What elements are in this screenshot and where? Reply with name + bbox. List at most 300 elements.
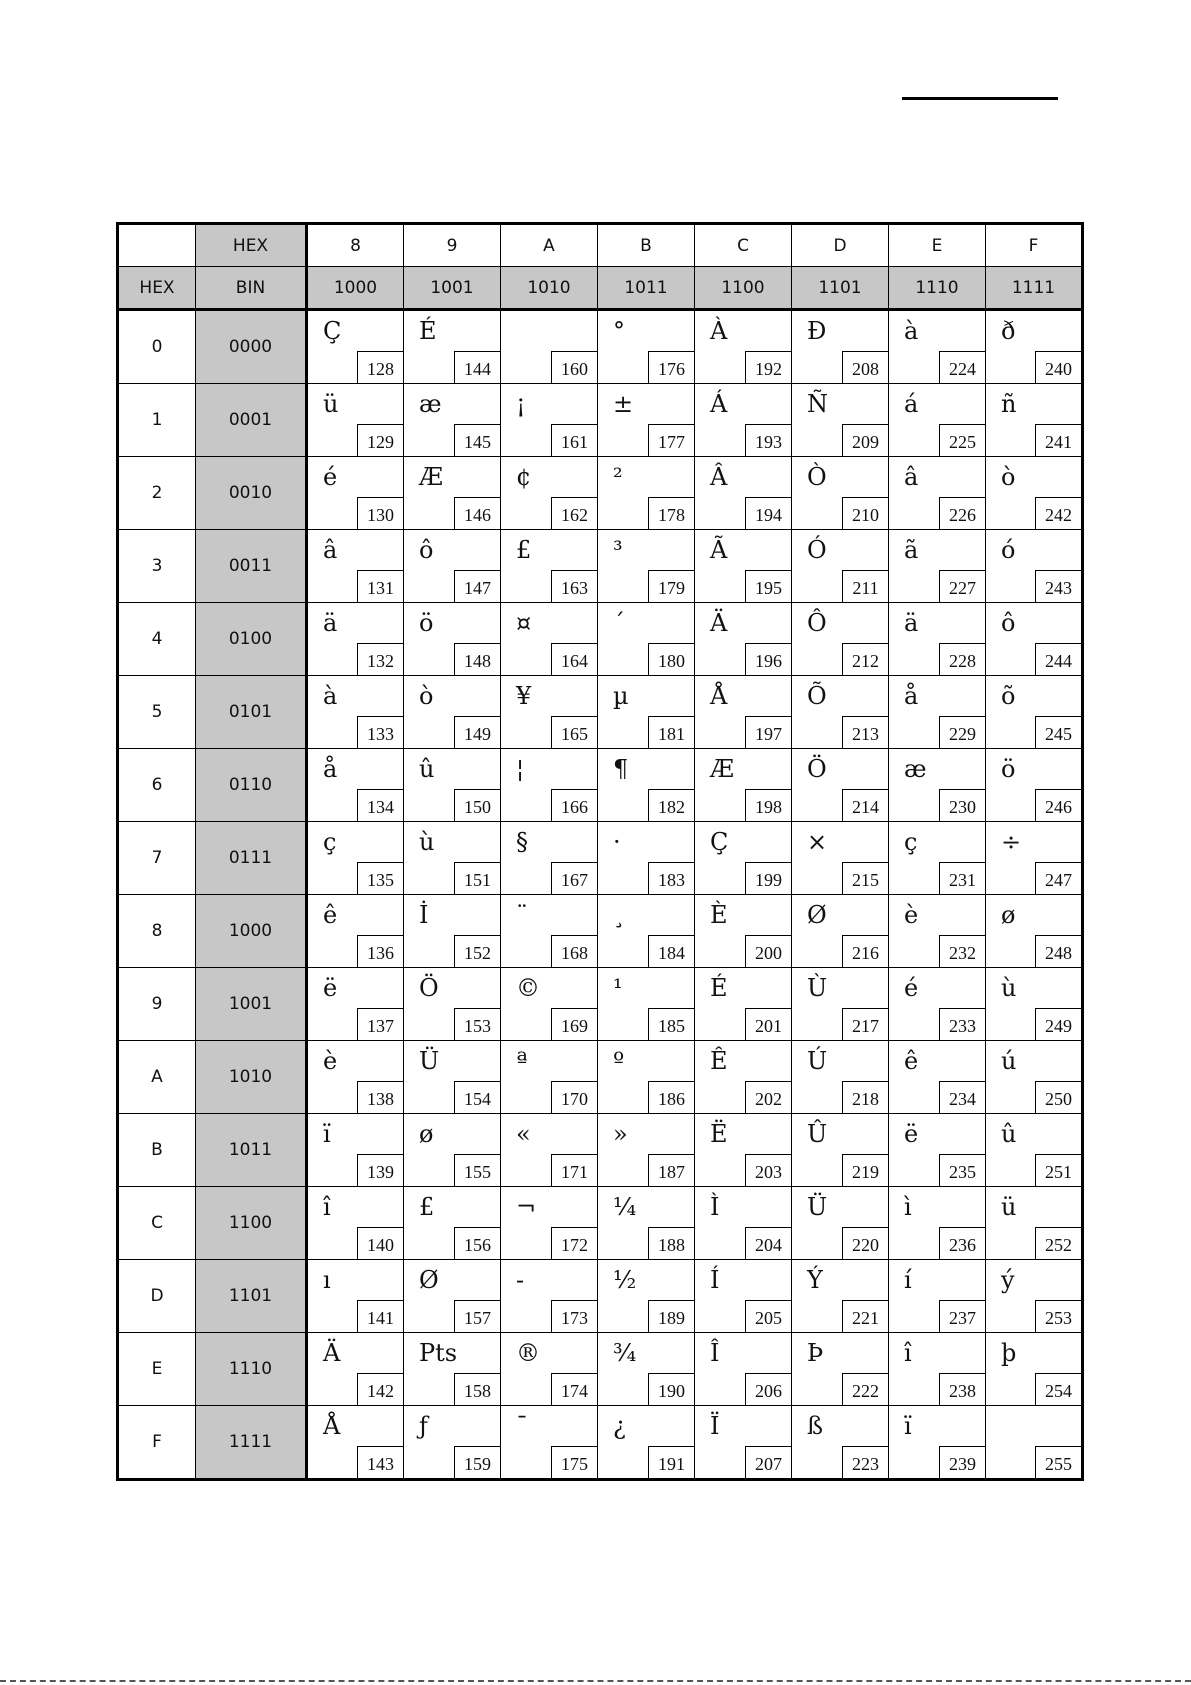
row-hex-label: 0 [118, 310, 196, 384]
character-glyph: é [323, 463, 338, 491]
character-glyph: Ü [807, 1193, 828, 1221]
row-bin-label: 0011 [196, 530, 307, 603]
character-glyph: Ä [710, 609, 728, 637]
character-glyph: ä [323, 609, 338, 637]
character-glyph: ù [1001, 974, 1017, 1002]
row-bin-label: 1111 [196, 1406, 307, 1480]
character-cell [986, 1041, 1083, 1114]
decimal-code: 243 [1035, 570, 1081, 602]
character-cell [598, 1041, 695, 1114]
character-glyph: Ç [710, 828, 729, 856]
character-glyph: Æ [710, 755, 735, 783]
character-glyph: ª [516, 1047, 528, 1075]
table-row [118, 384, 1083, 457]
character-cell [792, 1333, 889, 1406]
decimal-code: 224 [939, 351, 985, 383]
character-cell [404, 968, 501, 1041]
character-glyph: ± [613, 390, 634, 418]
character-glyph: Õ [807, 682, 827, 710]
character-cell [695, 1114, 792, 1187]
character-glyph: ¯ [516, 1412, 528, 1440]
decimal-code: 217 [842, 1008, 888, 1040]
decimal-code: 135 [357, 862, 403, 894]
character-cell [792, 1260, 889, 1333]
character-glyph: ì [904, 1193, 912, 1221]
table-row [118, 749, 1083, 822]
character-cell [695, 530, 792, 603]
character-cell [986, 676, 1083, 749]
character-glyph: Ê [710, 1047, 728, 1075]
character-glyph: å [323, 755, 338, 783]
row-hex-label: 8 [118, 895, 196, 968]
row-hex-label: 7 [118, 822, 196, 895]
character-glyph: â [904, 463, 919, 491]
character-cell [404, 895, 501, 968]
table-row [118, 1406, 1083, 1480]
character-glyph: · [613, 828, 621, 856]
character-glyph: û [419, 755, 435, 783]
table-row [118, 530, 1083, 603]
character-glyph: Ì [710, 1193, 720, 1221]
column-hex-c: C [695, 224, 792, 267]
character-glyph: á [904, 390, 919, 418]
character-glyph: ñ [1001, 390, 1017, 418]
row-hex-label: F [118, 1406, 196, 1480]
decimal-code: 218 [842, 1081, 888, 1113]
decimal-code: 137 [357, 1008, 403, 1040]
character-cell [598, 676, 695, 749]
character-glyph: Ë [710, 1120, 728, 1148]
character-cell [404, 1041, 501, 1114]
column-hex-e: E [889, 224, 986, 267]
decimal-code: 154 [454, 1081, 500, 1113]
character-cell [792, 822, 889, 895]
decimal-code: 188 [648, 1227, 694, 1259]
character-glyph: ¸ [613, 901, 625, 929]
decimal-code: 191 [648, 1446, 694, 1478]
decimal-code: 222 [842, 1373, 888, 1405]
character-glyph: § [516, 828, 528, 856]
row-hex-label: 3 [118, 530, 196, 603]
character-cell [792, 1187, 889, 1260]
decimal-code: 227 [939, 570, 985, 602]
character-cell [598, 749, 695, 822]
decimal-code: 145 [454, 424, 500, 456]
decimal-code: 195 [745, 570, 791, 602]
character-cell [889, 676, 986, 749]
character-glyph: ò [419, 682, 434, 710]
character-cell [889, 968, 986, 1041]
character-glyph: ý [1001, 1266, 1015, 1294]
table-row [118, 457, 1083, 530]
decimal-code: 128 [357, 351, 403, 383]
decimal-code: 229 [939, 716, 985, 748]
character-glyph: Đ [807, 317, 827, 345]
character-glyph: Â [710, 463, 728, 491]
row-hex-label: 4 [118, 603, 196, 676]
character-glyph: ¹ [613, 974, 623, 1002]
character-cell [986, 749, 1083, 822]
character-glyph: ¥ [516, 682, 532, 710]
page-bottom-rule [0, 1680, 1191, 1682]
decimal-code: 133 [357, 716, 403, 748]
corner-cell [118, 224, 196, 267]
character-glyph: ü [1001, 1193, 1017, 1221]
character-cell [889, 530, 986, 603]
character-cell [404, 822, 501, 895]
character-cell [404, 310, 501, 384]
row-hex-label: E [118, 1333, 196, 1406]
character-glyph: ® [516, 1339, 540, 1367]
character-glyph: ¨ [516, 901, 528, 929]
character-cell [501, 1333, 598, 1406]
decimal-code: 149 [454, 716, 500, 748]
character-cell [695, 1333, 792, 1406]
decimal-code: 170 [551, 1081, 597, 1113]
character-glyph: ð [1001, 317, 1016, 345]
table-row [118, 1260, 1083, 1333]
table-row [118, 1041, 1083, 1114]
character-glyph: â [323, 536, 338, 564]
row-bin-label: 1001 [196, 968, 307, 1041]
character-cell [792, 310, 889, 384]
character-cell [307, 895, 404, 968]
decimal-code: 161 [551, 424, 597, 456]
character-cell [986, 1187, 1083, 1260]
character-glyph: Ú [807, 1047, 828, 1075]
character-cell [307, 457, 404, 530]
character-glyph: ¼ [613, 1193, 637, 1221]
character-cell [695, 1187, 792, 1260]
decimal-code: 234 [939, 1081, 985, 1113]
character-glyph: Ù [807, 974, 828, 1002]
character-cell [404, 457, 501, 530]
table-row [118, 822, 1083, 895]
character-glyph: Ä [323, 1339, 341, 1367]
character-cell [598, 1406, 695, 1480]
character-cell [501, 457, 598, 530]
character-cell [986, 384, 1083, 457]
character-cell [695, 603, 792, 676]
decimal-code: 174 [551, 1373, 597, 1405]
hex-row-label-cell: HEX [118, 267, 196, 310]
decimal-code: 219 [842, 1154, 888, 1186]
decimal-code: 198 [745, 789, 791, 821]
character-glyph: É [419, 317, 437, 345]
character-glyph: Ô [807, 609, 827, 637]
character-glyph: ó [1001, 536, 1016, 564]
decimal-code: 241 [1035, 424, 1081, 456]
character-cell [889, 1187, 986, 1260]
decimal-code: 183 [648, 862, 694, 894]
bin-label-cell: BIN [196, 267, 307, 310]
decimal-code: 250 [1035, 1081, 1081, 1113]
table-row [118, 895, 1083, 968]
decimal-code: 189 [648, 1300, 694, 1332]
character-glyph: ã [904, 536, 919, 564]
character-cell [598, 530, 695, 603]
decimal-code: 213 [842, 716, 888, 748]
character-glyph: £ [516, 536, 532, 564]
character-cell [986, 968, 1083, 1041]
decimal-code: 166 [551, 789, 597, 821]
character-cell [404, 676, 501, 749]
table-body [118, 310, 1083, 1480]
decimal-code: 177 [648, 424, 694, 456]
hex-label-cell: HEX [196, 224, 307, 267]
character-cell [792, 457, 889, 530]
decimal-code: 175 [551, 1446, 597, 1478]
table-row [118, 603, 1083, 676]
hex-header-row [118, 224, 1083, 267]
decimal-code: 238 [939, 1373, 985, 1405]
character-cell [307, 676, 404, 749]
decimal-code: 237 [939, 1300, 985, 1332]
character-cell [598, 895, 695, 968]
character-cell [695, 1406, 792, 1480]
decimal-code: 196 [745, 643, 791, 675]
header-rule [902, 97, 1058, 100]
character-glyph: î [323, 1193, 331, 1221]
character-glyph: Å [710, 682, 728, 710]
character-glyph: Ø [419, 1266, 439, 1294]
character-cell [889, 822, 986, 895]
character-glyph: Î [710, 1339, 720, 1367]
column-hex-d: D [792, 224, 889, 267]
character-cell [889, 1406, 986, 1480]
character-cell [986, 1114, 1083, 1187]
character-cell [792, 603, 889, 676]
decimal-code: 242 [1035, 497, 1081, 529]
decimal-code: 147 [454, 570, 500, 602]
character-cell [501, 1114, 598, 1187]
decimal-code: 220 [842, 1227, 888, 1259]
column-bin-b: 1011 [598, 267, 695, 310]
decimal-code: 230 [939, 789, 985, 821]
character-glyph: Á [710, 390, 728, 418]
row-hex-label: D [118, 1260, 196, 1333]
decimal-code: 252 [1035, 1227, 1081, 1259]
character-glyph: ¡ [516, 390, 526, 418]
character-glyph: µ [613, 682, 629, 710]
character-glyph: ¦ [516, 755, 525, 783]
row-hex-label: C [118, 1187, 196, 1260]
table-row [118, 676, 1083, 749]
decimal-code: 151 [454, 862, 500, 894]
decimal-code: 162 [551, 497, 597, 529]
decimal-code: 239 [939, 1446, 985, 1478]
character-glyph: Ö [419, 974, 439, 1002]
decimal-code: 143 [357, 1446, 403, 1478]
character-glyph: ÷ [1001, 828, 1022, 856]
character-cell [986, 1333, 1083, 1406]
column-bin-9: 1001 [404, 267, 501, 310]
character-cell [695, 822, 792, 895]
decimal-code: 204 [745, 1227, 791, 1259]
row-bin-label: 1010 [196, 1041, 307, 1114]
row-hex-label: 6 [118, 749, 196, 822]
character-glyph: ½ [613, 1266, 637, 1294]
character-glyph: ç [904, 828, 918, 856]
character-cell [695, 968, 792, 1041]
table-row [118, 1333, 1083, 1406]
character-cell [889, 895, 986, 968]
decimal-code: 129 [357, 424, 403, 456]
character-cell [986, 1406, 1083, 1480]
decimal-code: 142 [357, 1373, 403, 1405]
decimal-code: 201 [745, 1008, 791, 1040]
decimal-code: 223 [842, 1446, 888, 1478]
row-bin-label: 0110 [196, 749, 307, 822]
decimal-code: 232 [939, 935, 985, 967]
character-glyph: - [516, 1266, 525, 1294]
character-glyph: ¬ [516, 1193, 537, 1221]
decimal-code: 131 [357, 570, 403, 602]
decimal-code: 194 [745, 497, 791, 529]
row-hex-label: 5 [118, 676, 196, 749]
character-cell [598, 1187, 695, 1260]
row-bin-label: 0001 [196, 384, 307, 457]
row-bin-label: 0111 [196, 822, 307, 895]
character-glyph: » [613, 1120, 628, 1148]
character-glyph: é [904, 974, 919, 1002]
character-glyph: Å [323, 1412, 341, 1440]
row-bin-label: 1011 [196, 1114, 307, 1187]
decimal-code: 146 [454, 497, 500, 529]
decimal-code: 251 [1035, 1154, 1081, 1186]
decimal-code: 168 [551, 935, 597, 967]
character-glyph: À [710, 317, 728, 345]
character-glyph: ¾ [613, 1339, 637, 1367]
character-cell [889, 384, 986, 457]
character-glyph: ° [613, 317, 625, 345]
decimal-code: 181 [648, 716, 694, 748]
decimal-code: 246 [1035, 789, 1081, 821]
character-cell [404, 749, 501, 822]
decimal-code: 144 [454, 351, 500, 383]
decimal-code: 236 [939, 1227, 985, 1259]
row-bin-label: 1000 [196, 895, 307, 968]
character-cell [889, 749, 986, 822]
decimal-code: 160 [551, 351, 597, 383]
row-bin-label: 0101 [196, 676, 307, 749]
decimal-code: 141 [357, 1300, 403, 1332]
character-glyph: « [516, 1120, 531, 1148]
character-cell [307, 603, 404, 676]
decimal-code: 215 [842, 862, 888, 894]
decimal-code: 148 [454, 643, 500, 675]
character-cell [598, 457, 695, 530]
character-glyph: Æ [419, 463, 444, 491]
character-cell [404, 1406, 501, 1480]
character-glyph: ø [1001, 901, 1016, 929]
character-glyph: ç [323, 828, 337, 856]
character-cell [307, 749, 404, 822]
character-cell [889, 603, 986, 676]
character-cell [598, 1114, 695, 1187]
character-cell [598, 310, 695, 384]
character-cell [889, 1333, 986, 1406]
character-cell [404, 1187, 501, 1260]
character-glyph: Pts [419, 1339, 458, 1367]
character-cell [695, 676, 792, 749]
character-cell [404, 1114, 501, 1187]
character-glyph: í [904, 1266, 912, 1294]
character-glyph: ò [1001, 463, 1016, 491]
character-glyph: è [904, 901, 919, 929]
decimal-code: 169 [551, 1008, 597, 1040]
character-glyph: ú [1001, 1047, 1017, 1075]
decimal-code: 202 [745, 1081, 791, 1113]
column-bin-a: 1010 [501, 267, 598, 310]
character-glyph: × [807, 828, 828, 856]
character-cell [307, 1041, 404, 1114]
character-code-table [116, 222, 1084, 1481]
decimal-code: 173 [551, 1300, 597, 1332]
character-cell [501, 310, 598, 384]
decimal-code: 157 [454, 1300, 500, 1332]
decimal-code: 180 [648, 643, 694, 675]
character-glyph: õ [1001, 682, 1016, 710]
character-glyph: Ã [710, 536, 728, 564]
character-cell [501, 749, 598, 822]
column-hex-9: 9 [404, 224, 501, 267]
decimal-code: 226 [939, 497, 985, 529]
character-cell [889, 310, 986, 384]
character-glyph: ë [904, 1120, 919, 1148]
character-glyph: þ [1001, 1339, 1017, 1367]
character-glyph: ï [904, 1412, 912, 1440]
column-bin-d: 1101 [792, 267, 889, 310]
character-glyph: ù [419, 828, 435, 856]
character-glyph: É [710, 974, 728, 1002]
character-cell [307, 1187, 404, 1260]
character-glyph: æ [419, 390, 442, 418]
table-row [118, 310, 1083, 384]
decimal-code: 225 [939, 424, 985, 456]
character-cell [889, 457, 986, 530]
column-hex-b: B [598, 224, 695, 267]
decimal-code: 165 [551, 716, 597, 748]
character-glyph: Ö [807, 755, 827, 783]
character-glyph: Û [807, 1120, 828, 1148]
decimal-code: 209 [842, 424, 888, 456]
character-cell [598, 1260, 695, 1333]
decimal-code: 132 [357, 643, 403, 675]
character-glyph: ê [323, 901, 338, 929]
character-cell [307, 1114, 404, 1187]
character-cell [404, 603, 501, 676]
table-row [118, 1187, 1083, 1260]
character-cell [986, 530, 1083, 603]
character-glyph: ¢ [516, 463, 532, 491]
character-cell [307, 822, 404, 895]
decimal-code: 139 [357, 1154, 403, 1186]
character-glyph: ô [1001, 609, 1016, 637]
character-cell [404, 1260, 501, 1333]
character-cell [501, 1187, 598, 1260]
character-glyph: Ñ [807, 390, 828, 418]
decimal-code: 164 [551, 643, 597, 675]
character-cell [307, 310, 404, 384]
character-cell [598, 603, 695, 676]
character-cell [889, 1041, 986, 1114]
decimal-code: 207 [745, 1446, 791, 1478]
character-cell [695, 457, 792, 530]
character-cell [501, 968, 598, 1041]
decimal-code: 192 [745, 351, 791, 383]
character-cell [598, 822, 695, 895]
